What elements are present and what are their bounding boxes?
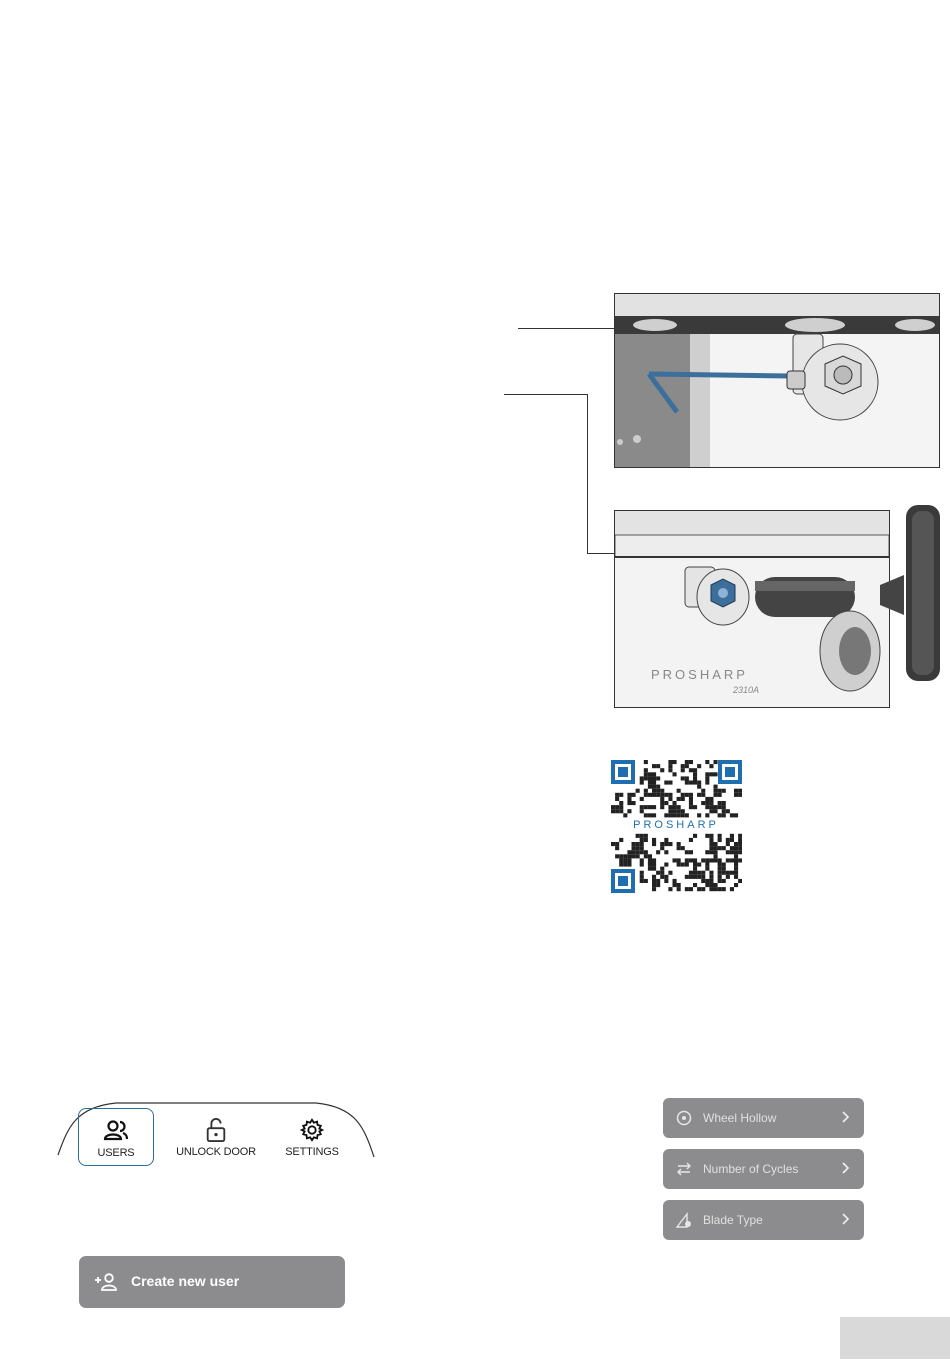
- page-number-tab: [840, 1317, 950, 1359]
- tab-users[interactable]: [78, 1108, 154, 1166]
- handle-knob-graphic: [880, 505, 942, 681]
- chevron-right-icon: [840, 1212, 850, 1226]
- blade-settings-icon: [675, 1211, 693, 1229]
- number-of-cycles-label: Number of Cycles: [703, 1162, 799, 1176]
- gear-icon: [299, 1118, 325, 1142]
- figure-hex-key-adjustment: [614, 293, 940, 468]
- users-icon: [103, 1119, 129, 1143]
- callout-line-top: [518, 328, 614, 329]
- callout-line-bottom-h2: [587, 553, 617, 554]
- qr-code[interactable]: [611, 760, 742, 893]
- unlock-icon: [203, 1118, 229, 1142]
- chevron-right-icon: [840, 1161, 850, 1175]
- callout-line-bottom-v: [587, 394, 588, 554]
- wheel-hollow-label: Wheel Hollow: [703, 1111, 777, 1125]
- tab-users-label: USERS: [97, 1147, 135, 1159]
- swap-arrows-icon: [675, 1160, 693, 1178]
- create-new-user-label: Create new user: [131, 1273, 240, 1289]
- figure-handle-assembly: [614, 510, 890, 708]
- tab-settings-label: SETTINGS: [285, 1146, 339, 1158]
- blade-type-button[interactable]: [663, 1200, 864, 1240]
- bottom-navigation-bar: [56, 1097, 376, 1187]
- target-icon: [675, 1109, 693, 1127]
- photo-model-mark: 2310A: [733, 685, 760, 695]
- blade-type-label: Blade Type: [703, 1213, 763, 1227]
- qr-brand-text: PROSHARP: [633, 819, 719, 831]
- callout-line-bottom-h1: [504, 394, 587, 395]
- chevron-right-icon: [840, 1110, 850, 1124]
- tab-settings[interactable]: [274, 1108, 350, 1166]
- create-new-user-button[interactable]: [79, 1256, 345, 1308]
- photo-brand-mark: PROSHARP: [651, 667, 748, 682]
- number-of-cycles-button[interactable]: [663, 1149, 864, 1189]
- wheel-hollow-button[interactable]: [663, 1098, 864, 1138]
- tab-unlock-door-label: UNLOCK DOOR: [176, 1146, 256, 1158]
- add-user-icon: [94, 1272, 118, 1292]
- tab-unlock-door[interactable]: [174, 1108, 258, 1166]
